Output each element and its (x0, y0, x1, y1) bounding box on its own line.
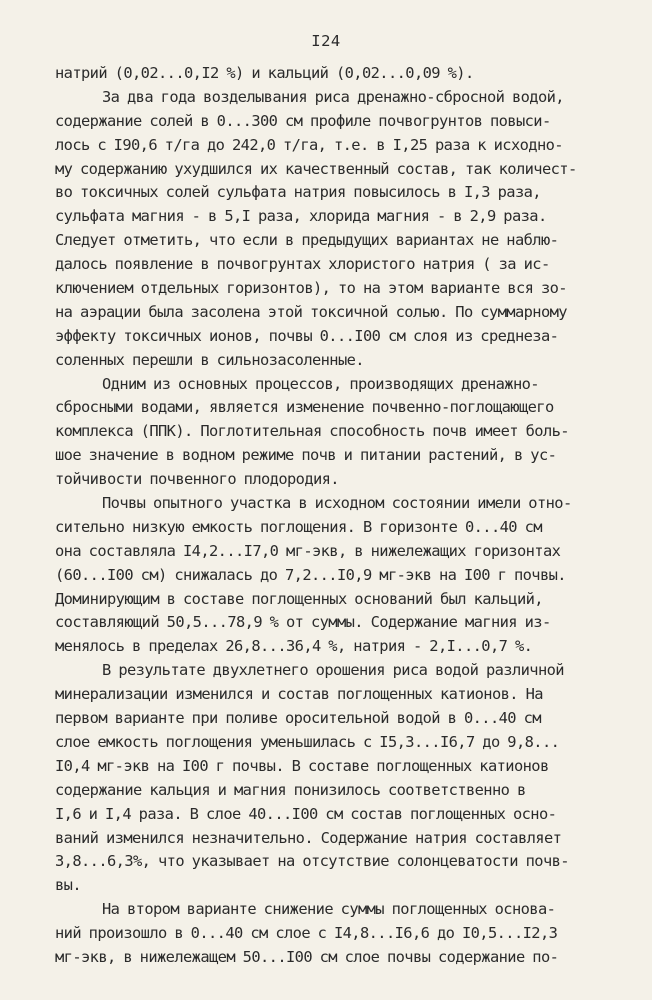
text-line: первом варианте при поливе оросительной водой в 0...40 см (55, 709, 541, 728)
text-line: Одним из основных процессов, производящих дренажно- (102, 374, 539, 393)
text-line: содержание кальция и магния понизилось соответственно в (55, 780, 526, 799)
text-line: I0,4 мг-экв на I00 г почвы. В составе поглощенных катионов (55, 756, 549, 775)
text-line: тойчивости почвенного плодородия. (55, 470, 339, 489)
text-line: За два года возделывания риса дренажно-сбросной водой, (102, 87, 564, 106)
text-line: (60...I00 см) снижалась до 7,2...I0,9 мг-экв на I00 г почвы. (55, 565, 566, 584)
text-line: эффекту токсичных ионов, почвы 0...I00 см слоя из среднеза- (55, 326, 559, 345)
text-line: слое емкость поглощения уменьшилась с I5,3...I6,7 до 9,8... (55, 732, 560, 751)
text-line: сительно низкую емкость поглощения. В горизонте 0...40 см (55, 517, 542, 536)
text-line: сульфата магния - в 5,I раза, хлорида магния - в 2,9 раза. (55, 207, 547, 226)
text-line: ключением отдельных горизонтов), то на этом варианте вся зо- (55, 279, 567, 298)
text-line: му содержанию ухудшился их качественный состав, так количест- (55, 159, 577, 178)
page-number: I24 (311, 32, 341, 50)
text-line: лось с I90,6 т/га до 242,0 т/га, т.е. в I,25 раза к исходно- (55, 135, 563, 154)
text-line: составляющий 50,5...78,9 % от суммы. Содержание магния из- (55, 613, 551, 632)
text-line: вы. (55, 876, 81, 895)
text-line: На втором варианте снижение суммы поглощенных основа- (102, 900, 556, 919)
text-line: комплекса (ППК). Поглотительная способность почв имеет боль- (55, 422, 569, 441)
text-line: I,6 и I,4 раза. В слое 40...I00 см состав поглощенных осно- (55, 804, 557, 823)
text-line: она составляла I4,2...I7,0 мг-экв, в нижележащих горизонтах (55, 541, 561, 560)
text-line: минерализации изменился и состав поглощенных катионов. На (55, 685, 543, 704)
text-line: натрий (0,02...0,I2 %) и кальций (0,02...0,09 %). (55, 64, 474, 82)
text-line: шое значение в водном режиме почв и питании растений, в ус- (55, 446, 557, 465)
text-line: Следует отметить, что если в предыдущих вариантах не наблю- (55, 231, 559, 250)
text-line: ваний изменился незначительно. Содержание натрия составляет (55, 828, 562, 847)
body-text (55, 62, 630, 970)
text-line: Почвы опытного участка в исходном состоянии имели отно- (102, 494, 572, 513)
text-line: на аэрации была засолена этой токсичной солью. По суммарному (55, 302, 567, 321)
text-line: В результате двухлетнего орошения риса водой различной (102, 661, 564, 680)
text-line: сбросными водами, является изменение почвенно-поглощающего (55, 398, 554, 417)
text-line: ний произошло в 0...40 см слое с I4,8...I6,6 до I0,5...I2,3 (55, 924, 558, 943)
text-line: содержание солей в 0...300 см профиле почвогрунтов повыси- (55, 111, 551, 130)
text-line: менялось в пределах 26,8...36,4 %, натрия - 2,I...0,7 %. (55, 637, 533, 656)
text-line: соленных перешли в сильнозасоленные. (55, 350, 364, 369)
text-line: 3,8...6,3%, что указывает на отсутствие солонцеватости почв- (55, 852, 569, 871)
text-line: далось появление в почвогрунтах хлористого натрия ( за ис- (55, 255, 550, 274)
text-line: Доминирующим в составе поглощенных оснований был кальций, (55, 589, 543, 608)
text-line: мг-экв, в нижележащем 50...I00 см слое почвы содержание по- (55, 947, 559, 966)
text-line: во токсичных солей сульфата натрия повысилось в I,3 раза, (55, 183, 541, 202)
